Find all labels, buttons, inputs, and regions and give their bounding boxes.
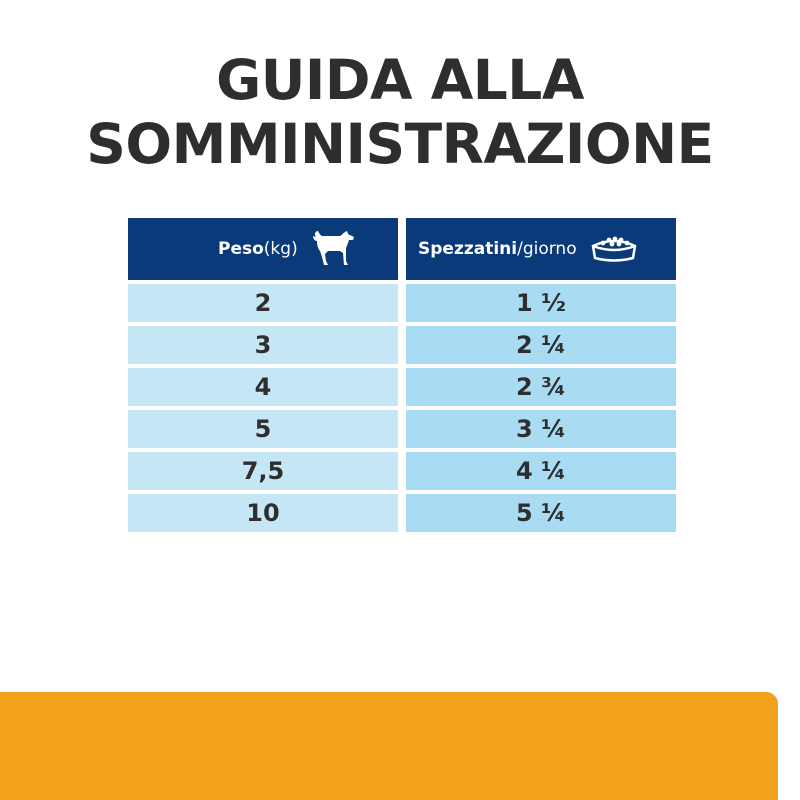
weight-cell-2: 3 (128, 326, 398, 364)
food-bowl-icon (589, 230, 639, 269)
weight-cell-1: 2 (128, 284, 398, 322)
portion-cell-5: 4 ¼ (406, 452, 676, 490)
weight-cell-4: 5 (128, 410, 398, 448)
dog-icon (310, 227, 356, 272)
page-title (0, 48, 800, 176)
orange-accent-band (0, 692, 778, 800)
weight-column-header (128, 218, 398, 280)
weight-header-unit: (kg) (263, 239, 298, 259)
page-title-line-2: SOMMINISTRAZIONE (86, 112, 714, 176)
portion-column-header (406, 218, 676, 280)
portion-cell-6: 5 ¼ (406, 494, 676, 532)
portion-cell-3: 2 ¾ (406, 368, 676, 406)
weight-header-label: Peso (218, 239, 264, 259)
portion-column (406, 218, 676, 532)
weight-column (128, 218, 398, 532)
portion-cell-1: 1 ½ (406, 284, 676, 322)
weight-cell-5: 7,5 (128, 452, 398, 490)
portion-cell-2: 2 ¼ (406, 326, 676, 364)
weight-cell-3: 4 (128, 368, 398, 406)
weight-cell-6: 10 (128, 494, 398, 532)
portion-header-label: Spezzatini (418, 239, 518, 259)
portion-header-unit: /giorno (517, 239, 577, 259)
page-title-line-1: GUIDA ALLA (216, 48, 584, 112)
portion-cell-4: 3 ¼ (406, 410, 676, 448)
